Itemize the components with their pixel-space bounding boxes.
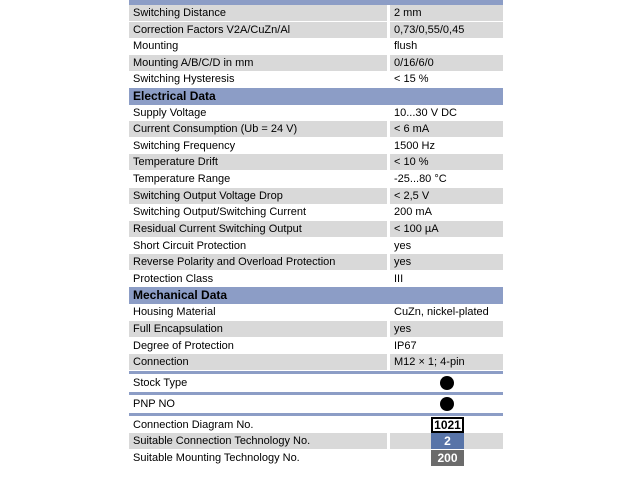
row-value: 1500 Hz bbox=[394, 140, 435, 152]
table-row bbox=[129, 221, 503, 237]
row-label: Suitable Mounting Technology No. bbox=[133, 452, 300, 464]
table-row bbox=[129, 55, 503, 71]
row-label: Connection bbox=[129, 354, 387, 370]
row-label: PNP NO bbox=[133, 398, 175, 410]
divider bbox=[129, 392, 503, 395]
row-label: Temperature Range bbox=[133, 173, 231, 185]
connection-diagram-badge: 1021 bbox=[431, 417, 464, 433]
row-label: Stock Type bbox=[133, 377, 188, 389]
row-label: Supply Voltage bbox=[133, 107, 207, 119]
row-label: Mounting bbox=[133, 40, 179, 52]
row-label: Degree of Protection bbox=[133, 340, 234, 352]
connection-technology-badge: 2 bbox=[431, 433, 464, 449]
row-value: 2 mm bbox=[390, 5, 503, 21]
row-label: Protection Class bbox=[133, 273, 214, 285]
table-row bbox=[129, 354, 503, 370]
row-value: IP67 bbox=[394, 340, 417, 352]
row-label: Residual Current Switching Output bbox=[129, 221, 387, 237]
row-value: III bbox=[394, 273, 404, 285]
table-row bbox=[129, 5, 503, 21]
section-header-mechanical bbox=[129, 287, 503, 304]
row-label: Correction Factors V2A/CuZn/Al bbox=[129, 22, 387, 38]
row-label: Connection Diagram No. bbox=[133, 419, 254, 431]
table-row bbox=[129, 105, 503, 121]
section-title: Electrical Data bbox=[133, 89, 216, 103]
table-row bbox=[129, 71, 503, 87]
divider bbox=[129, 371, 503, 374]
row-label: Switching Hysteresis bbox=[133, 73, 235, 85]
table-row bbox=[129, 204, 503, 220]
mounting-technology-badge: 200 bbox=[431, 450, 464, 466]
row-label: Short Circuit Protection bbox=[133, 240, 247, 252]
table-row bbox=[129, 321, 503, 337]
section-title: Mechanical Data bbox=[133, 288, 228, 302]
table-row bbox=[129, 171, 503, 187]
row-value: CuZn, nickel-plated bbox=[394, 306, 489, 318]
row-value: 0/16/6/0 bbox=[390, 55, 503, 71]
pnp-no-dot-icon bbox=[440, 397, 454, 411]
stock-type-dot-icon bbox=[440, 376, 454, 390]
row-value: < 2,5 V bbox=[390, 188, 503, 204]
row-value: 0,73/0,55/0,45 bbox=[390, 22, 503, 38]
divider bbox=[129, 413, 503, 416]
row-label: Current Consumption (Ub = 24 V) bbox=[129, 121, 387, 137]
row-label: Housing Material bbox=[133, 306, 216, 318]
table-row bbox=[129, 271, 503, 287]
table-row bbox=[129, 338, 503, 354]
row-value: yes bbox=[394, 240, 412, 252]
row-value: < 15 % bbox=[394, 73, 429, 85]
row-label: Suitable Connection Technology No. bbox=[129, 433, 387, 449]
table-row bbox=[129, 154, 503, 170]
row-value: yes bbox=[390, 321, 503, 337]
row-value: yes bbox=[390, 254, 503, 270]
table-row bbox=[129, 188, 503, 204]
row-label: Full Encapsulation bbox=[129, 321, 387, 337]
row-label: Switching Frequency bbox=[133, 140, 236, 152]
row-label: Switching Output Voltage Drop bbox=[129, 188, 387, 204]
row-label: Reverse Polarity and Overload Protection bbox=[129, 254, 387, 270]
row-value: -25...80 °C bbox=[394, 173, 447, 185]
row-value: < 6 mA bbox=[390, 121, 503, 137]
table-row bbox=[129, 22, 503, 38]
table-row bbox=[129, 121, 503, 137]
row-value: < 10 % bbox=[390, 154, 503, 170]
section-header-electrical bbox=[129, 88, 503, 105]
table-row bbox=[129, 254, 503, 270]
row-label: Mounting A/B/C/D in mm bbox=[129, 55, 387, 71]
table-row bbox=[129, 38, 503, 54]
row-value: M12 × 1; 4-pin bbox=[390, 354, 503, 370]
row-value: 10...30 V DC bbox=[394, 107, 457, 119]
row-value: 200 mA bbox=[394, 206, 432, 218]
row-label: Switching Distance bbox=[129, 5, 387, 21]
row-value: < 100 µA bbox=[390, 221, 503, 237]
row-label: Temperature Drift bbox=[129, 154, 387, 170]
row-value: flush bbox=[394, 40, 418, 52]
table-row bbox=[129, 238, 503, 254]
table-row bbox=[129, 304, 503, 320]
row-label: Switching Output/Switching Current bbox=[133, 206, 307, 218]
table-row bbox=[129, 138, 503, 154]
